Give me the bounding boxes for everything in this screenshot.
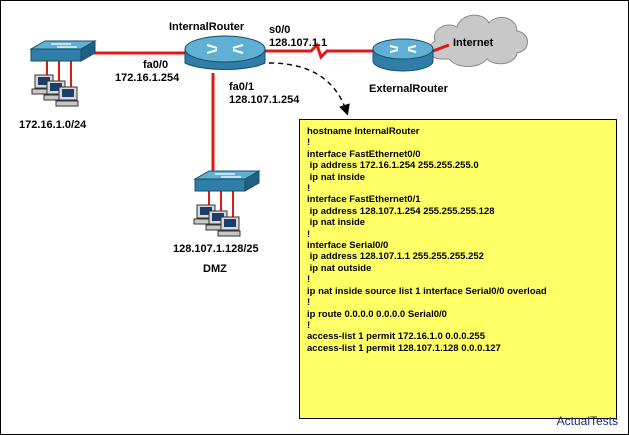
fa00-ip-label: 172.16.1.254 [115, 72, 180, 84]
config-line: ! [307, 183, 311, 195]
internal-router-icon [185, 36, 265, 70]
internet-label: Internet [453, 37, 494, 49]
s0-ip-label: 128.107.1.1 [269, 37, 328, 49]
external-router-name: ExternalRouter [369, 83, 448, 95]
lan-switch-icon [31, 41, 95, 61]
config-line: access-list 1 permit 172.16.1.0 0.0.0.255 [307, 331, 485, 343]
dmz-subnet-label: 128.107.1.128/25 [173, 243, 259, 255]
config-line: ip address 128.107.1.1 255.255.255.252 [307, 251, 484, 263]
config-line: ip nat inside [307, 171, 366, 183]
watermark-text: ActualTests [556, 414, 618, 428]
lan-subnet-label: 172.16.1.0/24 [19, 119, 87, 131]
dmz-switch-icon [195, 171, 259, 191]
fa01-ip-label: 128.107.1.254 [229, 94, 300, 106]
router-config-box [299, 119, 617, 419]
config-line: interface FastEthernet0/0 [307, 148, 421, 160]
config-line: ! [307, 297, 311, 309]
config-line: ! [307, 319, 311, 331]
config-line: interface Serial0/0 [307, 240, 389, 252]
external-router-icon [373, 39, 433, 71]
config-line: ! [307, 137, 311, 149]
config-line: ! [307, 274, 311, 286]
config-line: ip nat outside [307, 262, 372, 274]
config-line: access-list 1 permit 128.107.1.128 0.0.0.127 [307, 342, 501, 354]
config-line: ip nat inside source list 1 interface Serial0/0 overload [307, 285, 547, 297]
config-line: ip address 128.107.1.254 255.255.255.128 [307, 205, 495, 217]
s0-interface-label: s0/0 [269, 24, 291, 36]
internal-router-name: InternalRouter [169, 21, 245, 33]
config-line: ip address 172.16.1.254 255.255.255.0 [307, 160, 479, 172]
config-line: hostname InternalRouter [307, 126, 420, 137]
fa00-interface-label: fa0/0 [143, 59, 169, 71]
config-line: ! [307, 228, 311, 240]
config-line: ip route 0.0.0.0 0.0.0.0 Serial0/0 [307, 308, 447, 320]
config-line: ip nat inside [307, 217, 366, 229]
fa01-interface-label: fa0/1 [229, 81, 255, 93]
dmz-label: DMZ [203, 263, 227, 275]
config-line: interface FastEthernet0/1 [307, 194, 421, 206]
